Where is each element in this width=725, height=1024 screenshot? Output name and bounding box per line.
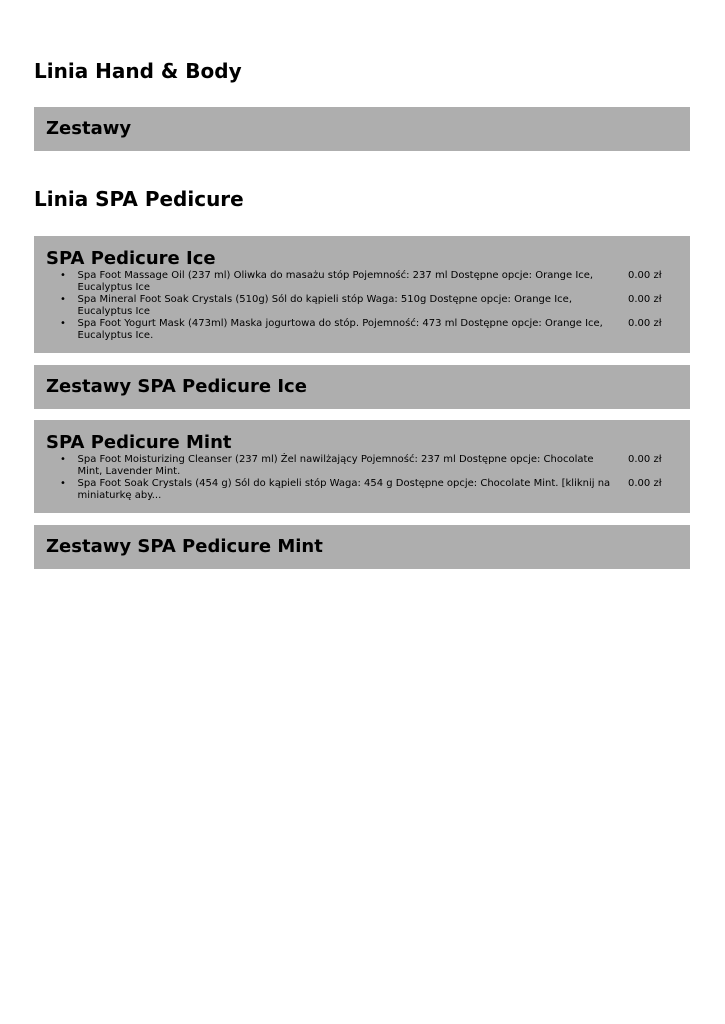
product-price: 0.00 zł <box>628 478 662 489</box>
section-title-spa-pedicure: Linia SPA Pedicure <box>34 187 244 211</box>
product-price: 0.00 zł <box>628 270 662 281</box>
sets-box-mint-title: Zestawy SPA Pedicure Mint <box>46 536 323 557</box>
sets-box-mint <box>34 525 690 569</box>
bullet-icon: • <box>60 294 66 305</box>
list-item <box>60 318 678 342</box>
product-description: Spa Foot Yogurt Mask (473ml) Maska jogurtowa do stóp. Pojemność: 473 ml Dostępne opcje: Orange Ice, Eucalyptus Ice. <box>77 318 603 341</box>
product-list-mint <box>46 454 678 502</box>
bullet-icon: • <box>60 478 66 489</box>
product-price: 0.00 zł <box>628 294 662 305</box>
list-item <box>60 478 678 502</box>
sets-box-hand-body-title: Zestawy <box>46 118 132 139</box>
list-item <box>60 294 678 318</box>
product-description: Spa Foot Massage Oil (237 ml) Oliwka do masażu stóp Pojemność: 237 ml Dostępne opcje: Orange Ice, Eucalyptus Ice <box>77 270 594 293</box>
bullet-icon: • <box>60 270 66 281</box>
list-item <box>60 454 678 478</box>
sets-box-hand-body <box>34 107 690 151</box>
product-group-ice-title: SPA Pedicure Ice <box>46 248 216 269</box>
product-group-mint-title: SPA Pedicure Mint <box>46 432 232 453</box>
product-list-ice <box>46 270 678 342</box>
list-item <box>60 270 678 294</box>
product-price: 0.00 zł <box>628 454 662 465</box>
sets-box-ice <box>34 365 690 409</box>
product-description: Spa Mineral Foot Soak Crystals (510g) Sól do kąpieli stóp Waga: 510g Dostępne opcje: Orange Ice, Eucalyptus Ice <box>77 294 572 317</box>
product-description: Spa Foot Moisturizing Cleanser (237 ml) Żel nawilżający Pojemność: 237 ml Dostępne opcje: Chocolate Mint, Lavender Mint. <box>77 454 594 477</box>
product-price: 0.00 zł <box>628 318 662 329</box>
product-group-mint <box>34 420 690 513</box>
sets-box-ice-title: Zestawy SPA Pedicure Ice <box>46 376 307 397</box>
section-title-hand-body: Linia Hand & Body <box>34 59 242 83</box>
bullet-icon: • <box>60 454 66 465</box>
product-description: Spa Foot Soak Crystals (454 g) Sól do kąpieli stóp Waga: 454 g Dostępne opcje: Chocolate Mint. [kliknij na miniaturkę aby... <box>77 478 611 501</box>
product-group-ice <box>34 236 690 353</box>
bullet-icon: • <box>60 318 66 329</box>
